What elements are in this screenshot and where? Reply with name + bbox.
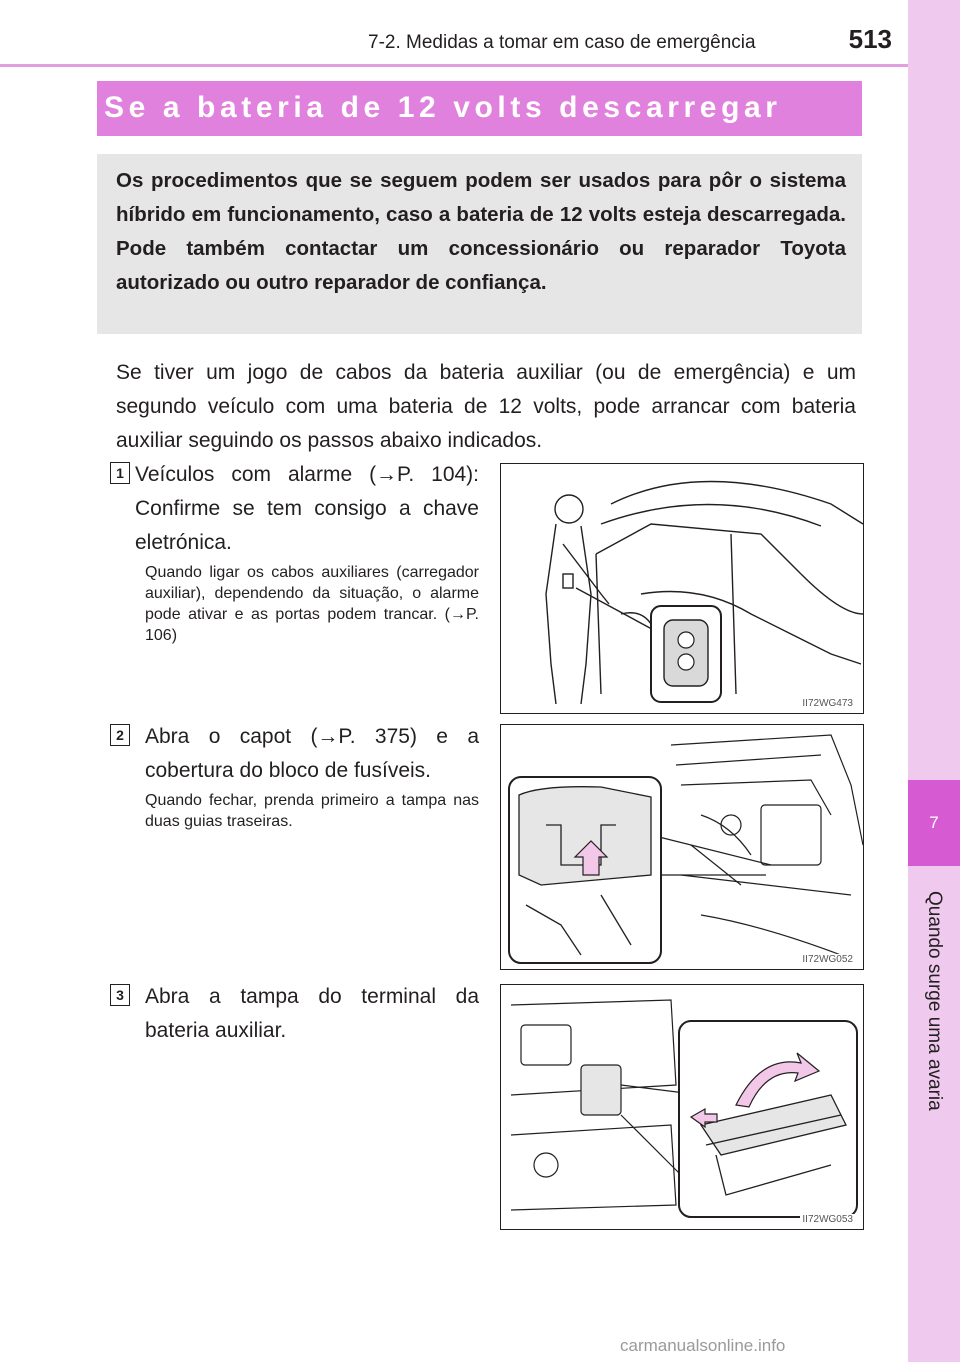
chapter-title-tab: Quando surge uma avaria xyxy=(924,891,945,1111)
chapter-number-tab[interactable]: 7 xyxy=(908,780,960,866)
header-divider xyxy=(0,64,908,67)
step-text-3: Abra a tampa do terminal da bateria auxiliar. xyxy=(145,985,479,1042)
body-paragraph: Se tiver um jogo de cabos da bateria auxiliar (ou de emergência) e um segundo veículo com uma bateria de 12 volts, pode arrancar com bateria auxiliar seguindo os passos abaixo indicados. xyxy=(116,361,856,452)
step-number-1: 1 xyxy=(110,462,130,484)
intro-text: Os procedimentos que se seguem podem ser usados para pôr o sistema híbrido em funcionamento, caso a bateria de 12 volts esteja descarregada. Pode também contactar um concessionário ou reparador Toyota autorizado ou outro reparador de confiança. xyxy=(116,169,846,294)
figure-terminal-cover xyxy=(500,984,864,1230)
step-note-1: Quando ligar os cabos auxiliares (carregador auxiliar), dependendo da situação, o alarme pode ativar e as portas podem trancar. (→P. 106) xyxy=(145,564,479,644)
figure-code-1: II72WG473 xyxy=(802,698,853,709)
step-number-3: 3 xyxy=(110,984,130,1006)
battery-terminal-illustration xyxy=(501,985,863,1229)
car-door-illustration xyxy=(501,464,863,713)
page-number: 513 xyxy=(848,24,892,54)
step-text-1: Veículos com alarme (→P. 104): Confirme se tem consigo a chave eletrónica. xyxy=(135,463,479,554)
step-note-2: Quando fechar, prenda primeiro a tampa nas duas guias traseiras. xyxy=(145,792,479,830)
engine-bay-fuse-illustration xyxy=(501,725,863,969)
figure-car-door-key xyxy=(500,463,864,714)
figure-fuse-box-cover xyxy=(500,724,864,970)
section-title: Se a bateria de 12 volts descarregar xyxy=(104,91,782,124)
figure-code-2: II72WG052 xyxy=(802,954,853,965)
chapter-side-tab xyxy=(908,0,960,1362)
step-text-2: Abra o capot (→P. 375) e a cobertura do bloco de fusíveis. xyxy=(145,725,479,782)
watermark: carmanualsonline.info xyxy=(620,1336,786,1355)
step-number-2: 2 xyxy=(110,724,130,746)
figure-code-3: II72WG053 xyxy=(802,1214,853,1225)
running-header-section: 7-2. Medidas a tomar em caso de emergência xyxy=(368,32,756,53)
